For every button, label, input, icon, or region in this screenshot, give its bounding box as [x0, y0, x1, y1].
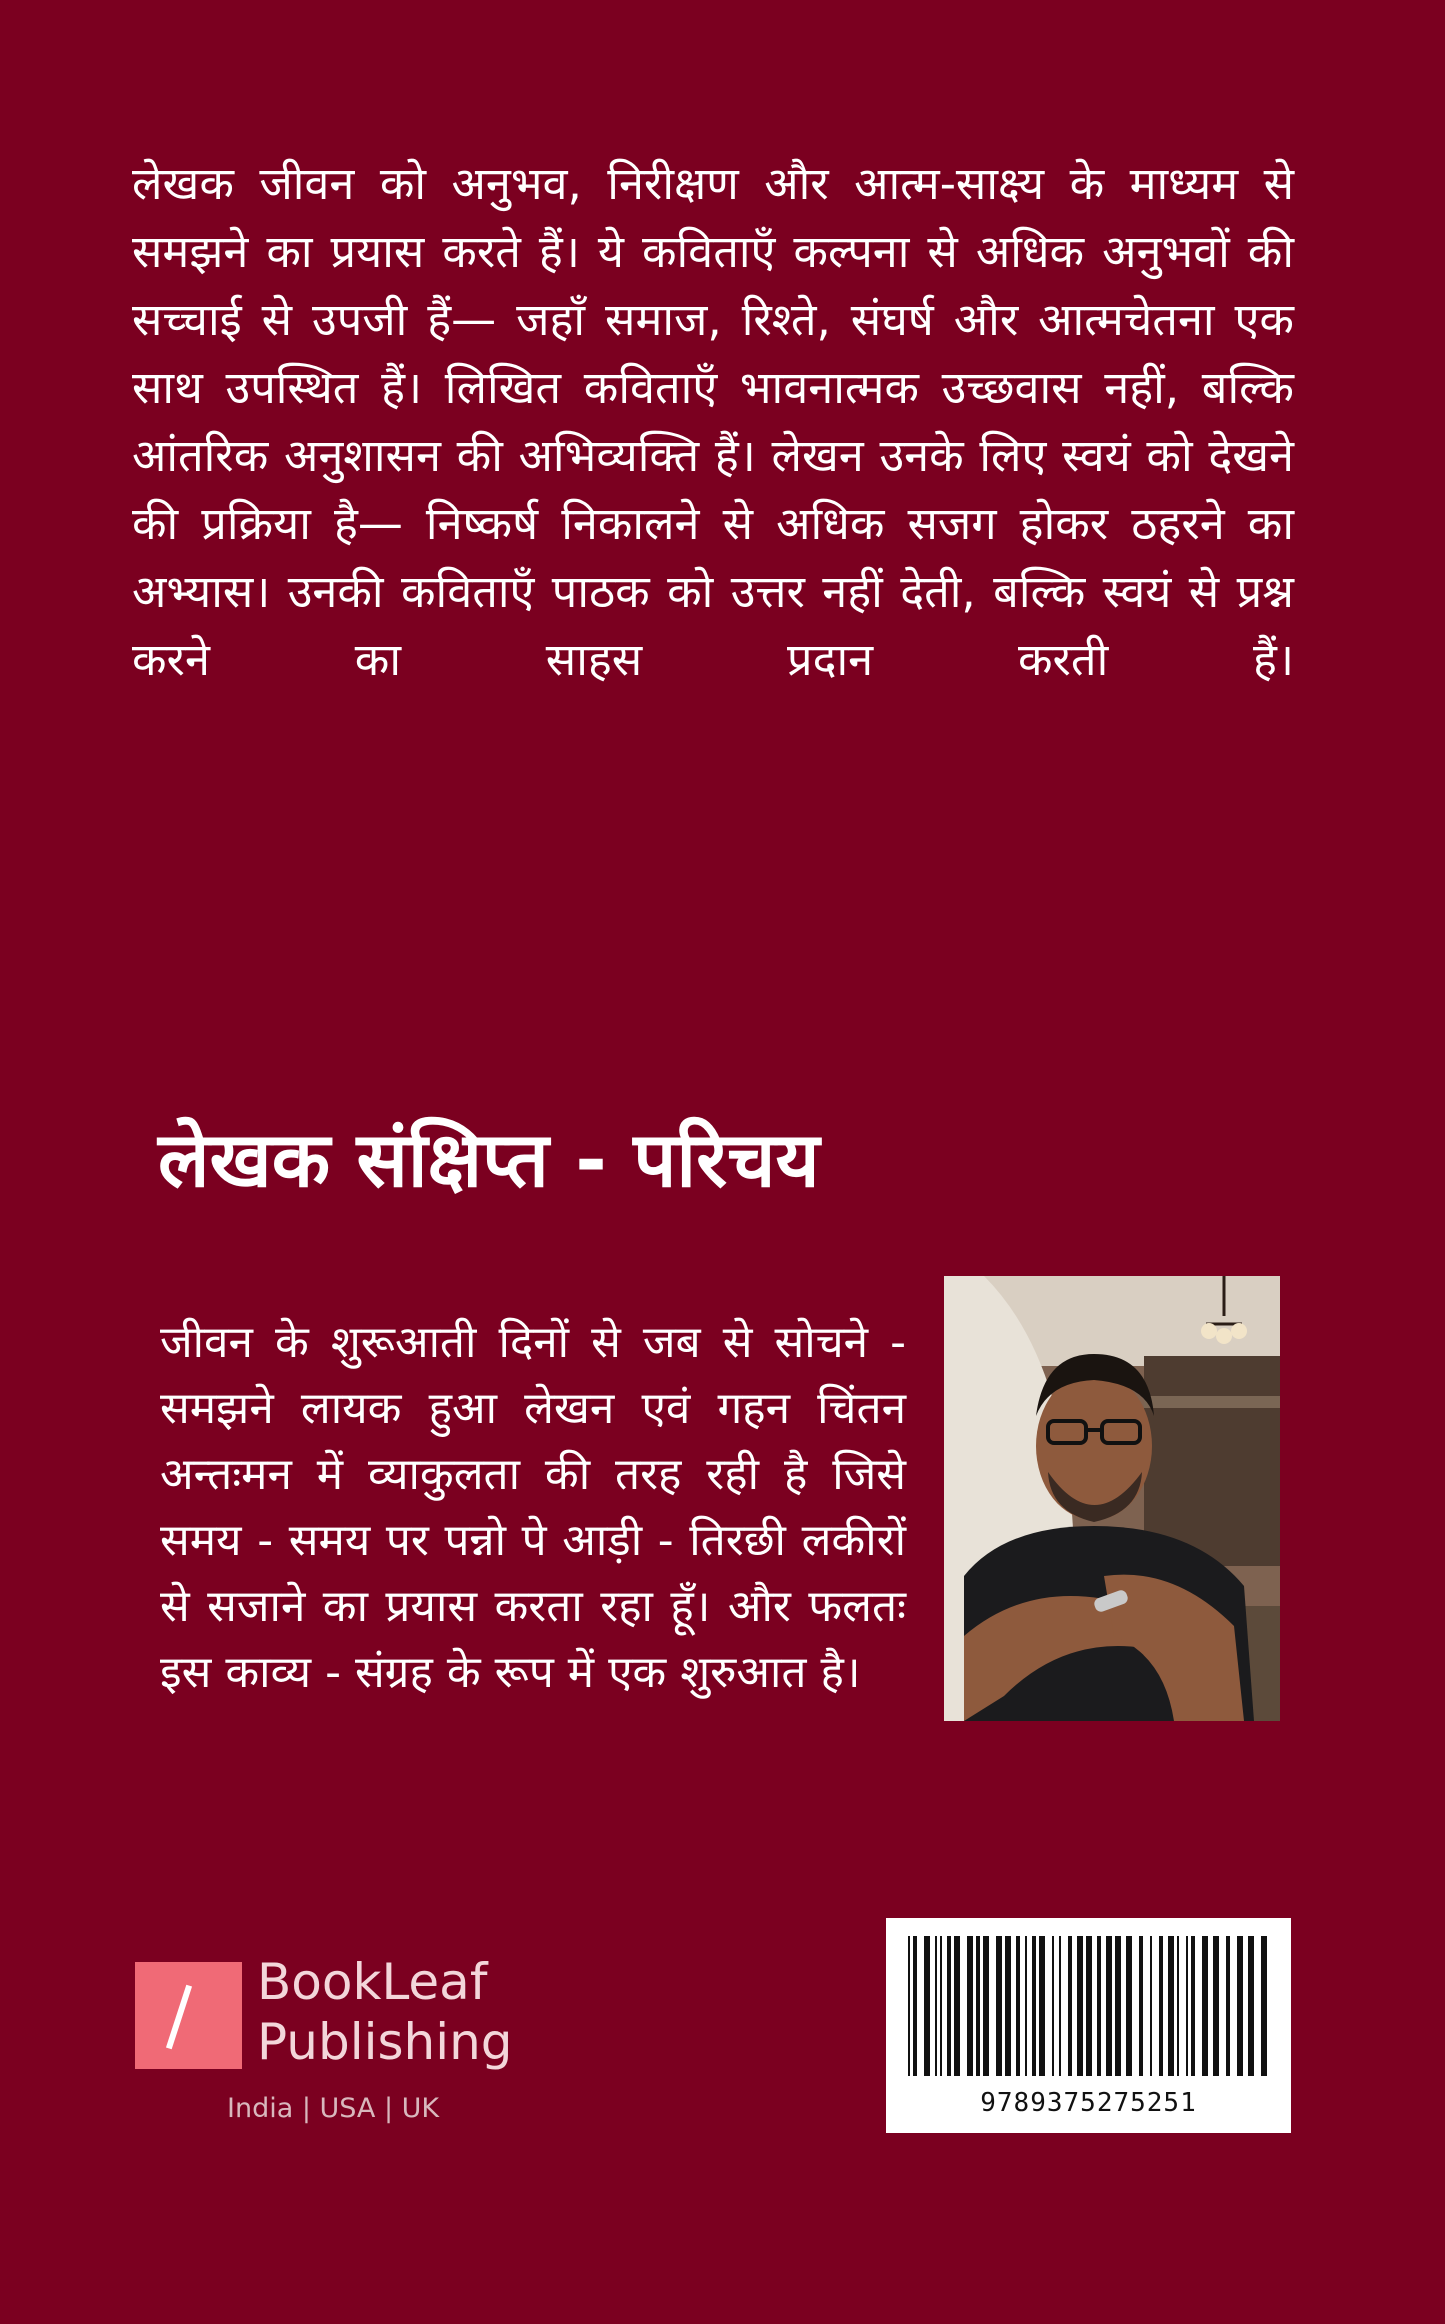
barcode-bar: [1059, 1936, 1061, 2076]
barcode-bar: [1115, 1936, 1121, 2076]
barcode-bar: [1025, 1936, 1027, 2076]
barcode-bar: [1159, 1936, 1163, 2076]
barcode-bar: [967, 1936, 973, 2076]
barcode-bar: [1032, 1936, 1036, 2076]
barcode-bar: [1005, 1936, 1011, 2076]
barcode-bar: [983, 1936, 989, 2076]
barcode-bar: [1139, 1936, 1143, 2076]
barcode-bar: [1097, 1936, 1101, 2076]
barcode-bar: [1077, 1936, 1083, 2076]
barcode-bar: [913, 1936, 917, 2076]
barcode-bar: [924, 1936, 930, 2076]
barcode-bar: [1126, 1936, 1132, 2076]
barcode-bar: [1226, 1936, 1230, 2076]
barcode-bar: [1039, 1936, 1045, 2076]
barcode-bar: [1191, 1936, 1195, 2076]
author-photo: [944, 1276, 1280, 1721]
publisher-name-line2: Publishing: [257, 2013, 513, 2071]
barcode-bar: [1213, 1936, 1219, 2076]
barcode-bar: [947, 1936, 951, 2076]
slash-icon: [166, 1985, 192, 2050]
barcode-bar: [1202, 1936, 1208, 2076]
barcode-bar: [1106, 1936, 1112, 2076]
barcode-bar: [1052, 1936, 1054, 2076]
isbn-barcode: [886, 1918, 1291, 2133]
author-intro-text: जीवन के शुरूआती दिनों से जब से सोचने - समझने लायक हुआ लेखन एवं गहन चिंतन अन्तःमन में व्याकुलता की तरह रही है जिसे समय - समय पर पन्नो पे आड़ी - तिरछी लकीरों से सजाने का प्रयास करता रहा हूँ। और फलतः इस काव्य - संग्रह के रूप में एक शुरुआत है।: [160, 1317, 906, 1698]
barcode-bar: [976, 1936, 980, 2076]
barcode-bar: [1150, 1936, 1152, 2076]
publisher-logo: [135, 1953, 565, 2137]
barcode-bar: [1016, 1936, 1020, 2076]
barcode-bar: [940, 1936, 942, 2076]
author-intro-heading: लेखक संक्षिप्त - परिचय: [158, 1115, 820, 1204]
barcode-bar: [935, 1936, 937, 2076]
barcode-bar: [1177, 1936, 1179, 2076]
barcode-bar: [1186, 1936, 1188, 2076]
barcode-bar: [954, 1936, 960, 2076]
publisher-logo-mark: [135, 1962, 242, 2069]
barcode-bar: [996, 1936, 1002, 2076]
author-photo-illustration: [944, 1276, 1280, 1721]
barcode-bar: [1086, 1936, 1092, 2076]
barcode-bar: [908, 1936, 910, 2076]
barcode-bar: [1248, 1936, 1254, 2076]
barcode-bar: [1068, 1936, 1072, 2076]
isbn-number: 9789375275251: [980, 2088, 1197, 2118]
publisher-name-line1: BookLeaf: [257, 1953, 488, 2011]
publisher-name: [257, 1952, 513, 2072]
publisher-regions: India | USA | UK: [227, 2093, 440, 2124]
barcode-bar: [1168, 1936, 1174, 2076]
barcode-bar: [1237, 1936, 1243, 2076]
book-blurb: लेखक जीवन को अनुभव, निरीक्षण और आत्म-साक्ष्य के माध्यम से समझने का प्रयास करते हैं। ये कविताएँ कल्पना से अधिक अनुभवों की सच्चाई से उपजी हैं— जहाँ समाज, रिश्ते, संघर्ष और आत्मचेतना एक साथ उपस्थित हैं। लिखित कविताएँ भावनात्मक उच्छवास नहीं, बल्कि आंतरिक अनुशासन की अभिव्यक्ति हैं। लेखन उनके लिए स्वयं को देखने की प्रक्रिया है— निष्कर्ष निकालने से अधिक सजग होकर ठहरने का अभ्यास। उनकी कविताएँ पाठक को उत्तर नहीं देती, बल्कि स्वयं से प्रश्न करने का साहस प्रदान करती हैं।: [132, 157, 1294, 686]
barcode-bar: [1261, 1936, 1267, 2076]
